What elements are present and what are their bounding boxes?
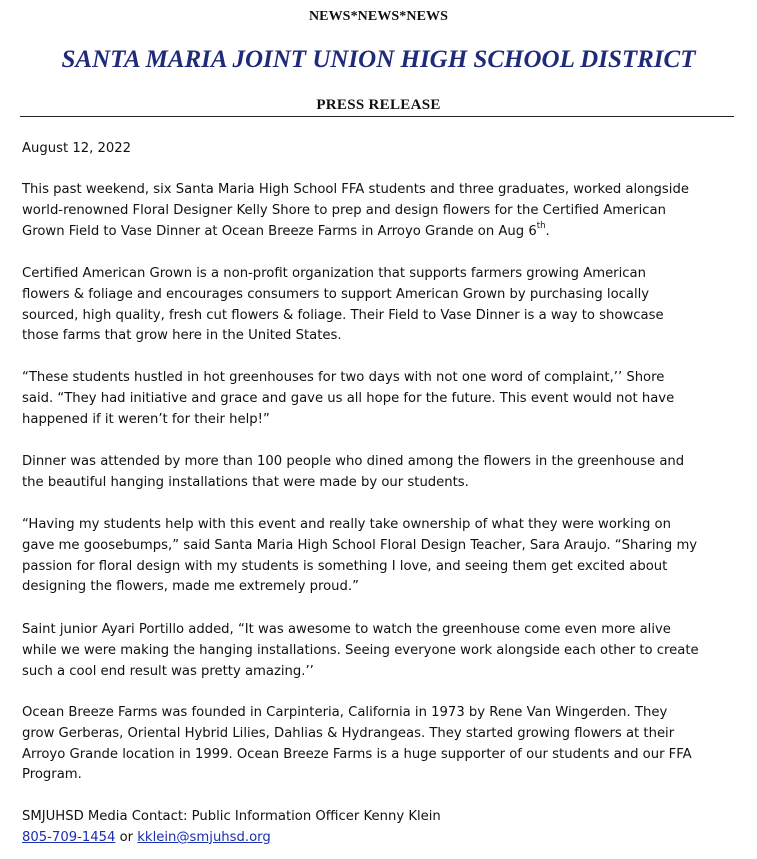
paragraph-line-text: Grown Field to Vase Dinner at Ocean Breeze Farms in Arroyo Grande on Aug 6	[22, 223, 537, 239]
paragraph-line: Dinner was attended by more than 100 people who dined among the flowers in the greenhouse and	[22, 454, 685, 469]
paragraph-line: “These students hustled in hot greenhouses for two days with not one word of complaint,’’ Shore	[22, 370, 665, 385]
paragraph-line: designing the flowers, made me extremely proud.”	[22, 579, 359, 595]
paragraph-line-with-ordinal	[22, 222, 742, 243]
paragraph-line: such a cool end result was pretty amazing.’’	[22, 663, 314, 679]
paragraph-2	[22, 264, 742, 347]
paragraph-line: grow Gerberas, Oriental Hybrid Lilies, Dahlias & Hydrangeas. They started growing flowers at their	[22, 725, 675, 741]
paragraph-line: passion for floral design with my students is something I love, and seeing them get excited about	[22, 558, 668, 574]
paragraph-line: happened if it weren’t for their help!”	[22, 411, 270, 427]
contact-separator: or	[115, 829, 138, 845]
paragraph-7	[22, 703, 742, 786]
paragraph-3	[22, 368, 742, 430]
contact-line: SMJUHSD Media Contact: Public Information Officer Kenny Klein	[22, 809, 441, 824]
paragraph-line: Arroyo Grande location in 1999. Ocean Breeze Farms is a huge supporter of our students and our FFA	[22, 746, 692, 762]
paragraph-line: while we were making the hanging installations. Seeing everyone work alongside each other to create	[22, 642, 699, 658]
release-date	[22, 139, 742, 160]
paragraph-line: This past weekend, six Santa Maria High School FFA students and three graduates, worked alongside	[22, 182, 689, 197]
paragraph-line: sourced, high quality, fresh cut flowers & foliage. Their Field to Vase Dinner is a way to showcase	[22, 307, 664, 323]
paragraph-4	[22, 452, 742, 494]
paragraph-line: the beautiful hanging installations that were made by our students.	[22, 474, 469, 490]
paragraph-6	[22, 620, 742, 682]
ordinal-suffix: th	[536, 221, 546, 232]
paragraph-line: Ocean Breeze Farms was founded in Carpinteria, California in 1973 by Rene Van Wingerden. They	[22, 705, 668, 720]
paragraph-line: gave me goosebumps,” said Santa Maria High School Floral Design Teacher, Sara Araujo. “Sharing my	[22, 537, 698, 553]
contact-links-line	[22, 828, 742, 849]
email-link[interactable]: kklein@smjuhsd.org	[137, 829, 271, 845]
press-release-heading: PRESS RELEASE	[316, 97, 441, 113]
paragraph-line: said. “They had initiative and grace and gave us all hope for the future. This event would not have	[22, 390, 675, 406]
paragraph-line: Certified American Grown is a non-profit organization that supports farmers growing American	[22, 266, 646, 281]
date-text: August 12, 2022	[22, 141, 132, 156]
paragraph-line: Saint junior Ayari Portillo added, “It was awesome to watch the greenhouse come even more alive	[22, 622, 671, 637]
header-divider	[20, 116, 734, 117]
paragraph-line: world-renowned Floral Designer Kelly Shore to prep and design flowers for the Certified American	[22, 202, 666, 218]
paragraph-line: those farms that grow here in the United States.	[22, 328, 342, 344]
paragraph-5	[22, 515, 742, 598]
paragraph-line: flowers & foliage and encourages consumers to support American Grown by purchasing locally	[22, 286, 650, 302]
sentence-end: .	[545, 223, 550, 239]
paragraph-line: “Having my students help with this event and really take ownership of what they were working on	[22, 517, 671, 532]
news-banner: NEWS*NEWS*NEWS	[308, 9, 449, 24]
paragraph-1	[22, 180, 742, 242]
media-contact	[22, 807, 742, 849]
district-title: SANTA MARIA JOINT UNION HIGH SCHOOL DISTRICT	[61, 46, 696, 73]
phone-link[interactable]: 805-709-1454	[22, 829, 116, 845]
paragraph-line: Program.	[22, 767, 82, 783]
